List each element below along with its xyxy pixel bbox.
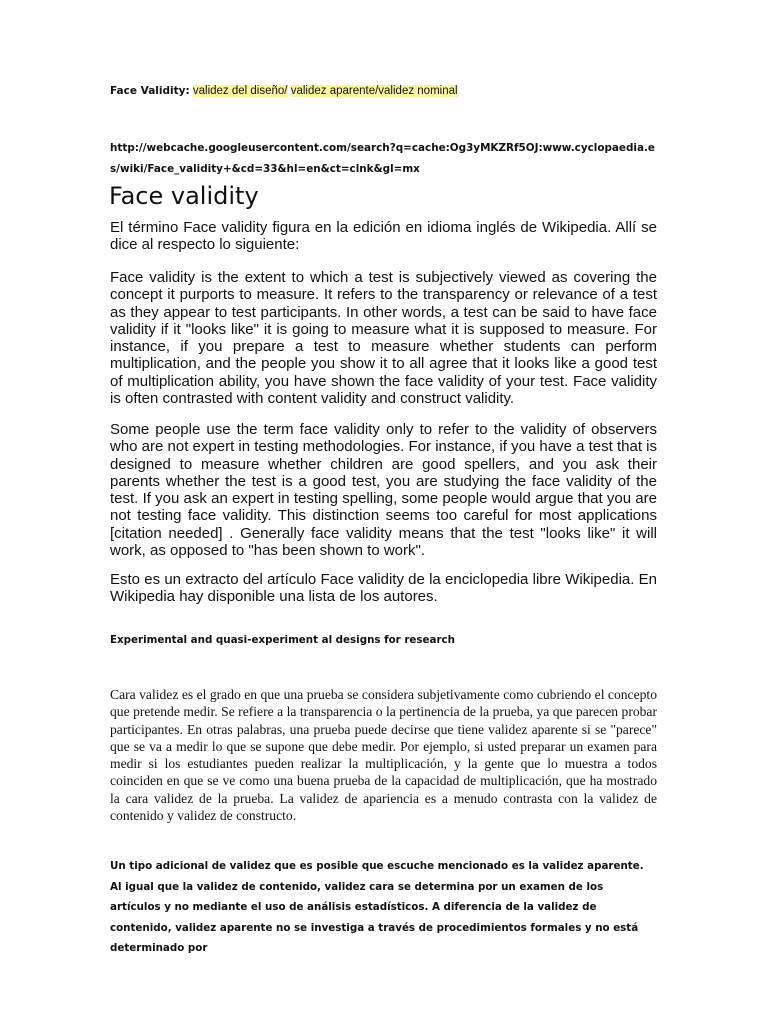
section-subheading: Experimental and quasi-experiment al designs for research bbox=[110, 634, 455, 646]
source-url: http://webcache.googleusercontent.com/search?q=cache:Og3yMKZRf5OJ:www.cyclopaedia.es/wiki/Face_validity+&cd=33&hl=en&ct=clnk&gl=mx bbox=[110, 142, 655, 175]
header-label: Face Validity: bbox=[110, 85, 190, 97]
highlight-translation-2: validez aparente/validez nominal bbox=[290, 85, 458, 97]
paragraph-observers: Some people use the term face validity only to refer to the validity of observers who are not expert in testing methodologies. For instance, if you have a test that is designed to measure whether children are good spellers, and you ask their parents whether the test is a good test, you are studying the face validity of the test. If you ask an expert in testing spelling, some people would argue that you are not testing face validity. This distinction seems too careful for most applications [citation needed] . Generally face validity means that the test "looks like" it will work, as opposed to "has been shown to work". bbox=[110, 421, 657, 560]
page-title: Face validity bbox=[109, 182, 259, 210]
paragraph-spanish-translation: Cara validez es el grado en que una prueba se considera subjetivamente como cubriendo el concepto que pretende medir. Se refiere a la transparencia o la pertinencia de la prueba, ya que parecen probar participantes. En otras palabras, una prueba puede decirse que tiene validez aparente si se "parece" que se va a medir lo que se supone que debe medir. Por ejemplo, si usted preparar un examen para medir si los estudiantes pueden realizar la multiplicación, y la gente que lo muestra a todos coinciden en que se ve como una buena prueba de la capacidad de multiplicación, que ha mostrado la cara validez de la prueba. La validez de apariencia es a menudo contrasta con la validez de contenido y validez de constructo. bbox=[110, 687, 657, 824]
paragraph-final: Un tipo adicional de validez que es posible que escuche mencionado es la validez aparente. Al igual que la validez de contenido, validez cara se determina por un examen de los artículos y no mediante el uso de análisis estadísticos. A diferencia de la validez de contenido, validez aparente no se investiga a través de procedimientos formales y no está determinado por bbox=[110, 860, 644, 954]
paragraph-intro: El término Face validity figura en la edición en idioma inglés de Wikipedia. Allí se dice al respecto lo siguiente: bbox=[110, 219, 657, 254]
paragraph-definition: Face validity is the extent to which a test is subjectively viewed as covering the concept it purports to measure. It refers to the transparency or relevance of a test as they appear to test participants. In other words, a test can be said to have face validity if it "looks like" it is going to measure what it is supposed to measure. For instance, if you prepare a test to measure whether students can perform multiplication, and the people you show it to all agree that it looks like a good test of multiplication ability, you have shown the face validity of your test. Face validity is often contrasted with content validity and construct validity. bbox=[110, 269, 657, 408]
highlight-translation-1: validez del diseño/ bbox=[192, 85, 288, 97]
paragraph-source-note: Esto es un extracto del artículo Face validity de la enciclopedia libre Wikipedia. En Wikipedia hay disponible una lista de los autores. bbox=[110, 571, 657, 606]
face-validity-header bbox=[110, 85, 458, 97]
